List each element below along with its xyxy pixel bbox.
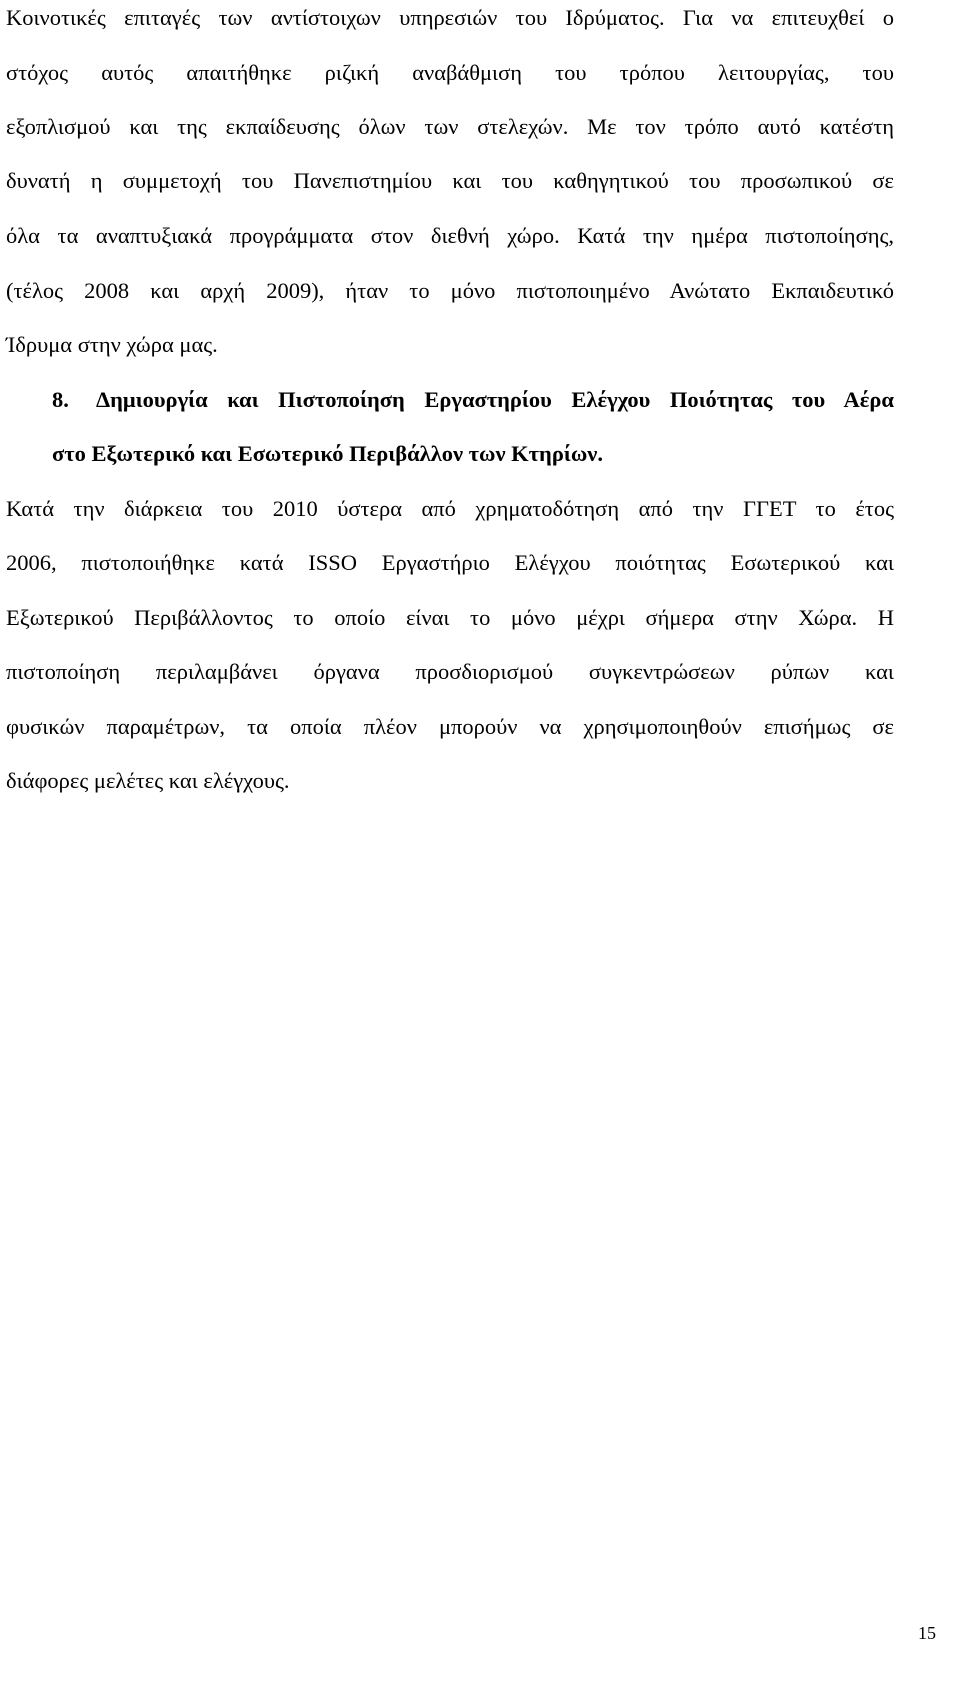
section-title-line-2: στο Εξωτερικό και Εσωτερικό Περιβάλλον των Κτηρίων. [52,441,603,466]
paragraph-2-line-3: Εξωτερικού Περιβάλλοντος το οποίο είναι το μόνο μέχρι σήμερα στην Χώρα. Η [6,605,894,630]
paragraph-1-line-2: στόχος αυτός απαιτήθηκε ριζική αναβάθμιση του τρόπου λειτουργίας, του [6,60,894,85]
paragraph-2-line-5: φυσικών παραμέτρων, τα οποία πλέον μπορούν να χρησιμοποιηθούν επισήμως σε [6,714,894,739]
paragraph-2-line-6: διάφορες μελέτες και ελέγχους. [6,768,290,793]
paragraph-1-line-5: όλα τα αναπτυξιακά προγράμματα στον διεθνή χώρο. Κατά την ημέρα πιστοποίησης, [6,223,894,248]
paragraph-1-line-1: Κοινοτικές επιταγές των αντίστοιχων υπηρεσιών του Ιδρύματος. Για να επιτευχθεί ο [6,5,894,30]
paragraph-1-line-4: δυνατή η συμμετοχή του Πανεπιστημίου και του καθηγητικού του προσωπικού σε [6,168,894,193]
paragraph-2-line-1: Κατά την διάρκεια του 2010 ύστερα από χρηματοδότηση από την ΓΓΕΤ το έτος [6,496,894,521]
page-number: 15 [918,1623,936,1643]
section-title-line-1: Δημιουργία και Πιστοποίηση Εργαστηρίου Ελέγχου Ποιότητας του Αέρα [96,387,894,412]
paragraph-1-line-7: Ίδρυμα στην χώρα μας. [6,332,218,357]
paragraph-1-line-6: (τέλος 2008 και αρχή 2009), ήταν το μόνο πιστοποιημένο Ανώτατο Εκπαιδευτικό [6,278,894,303]
paragraph-2-line-2: 2006, πιστοποιήθηκε κατά ISSO Εργαστήριο Ελέγχου ποιότητας Εσωτερικού και [6,550,894,575]
paragraph-1-line-3: εξοπλισμού και της εκπαίδευσης όλων των στελεχών. Με τον τρόπο αυτό κατέστη [6,114,894,139]
paragraph-2-line-4: πιστοποίηση περιλαμβάνει όργανα προσδιορισμού συγκεντρώσεων ρύπων και [6,659,894,684]
section-number: 8. [52,387,69,412]
